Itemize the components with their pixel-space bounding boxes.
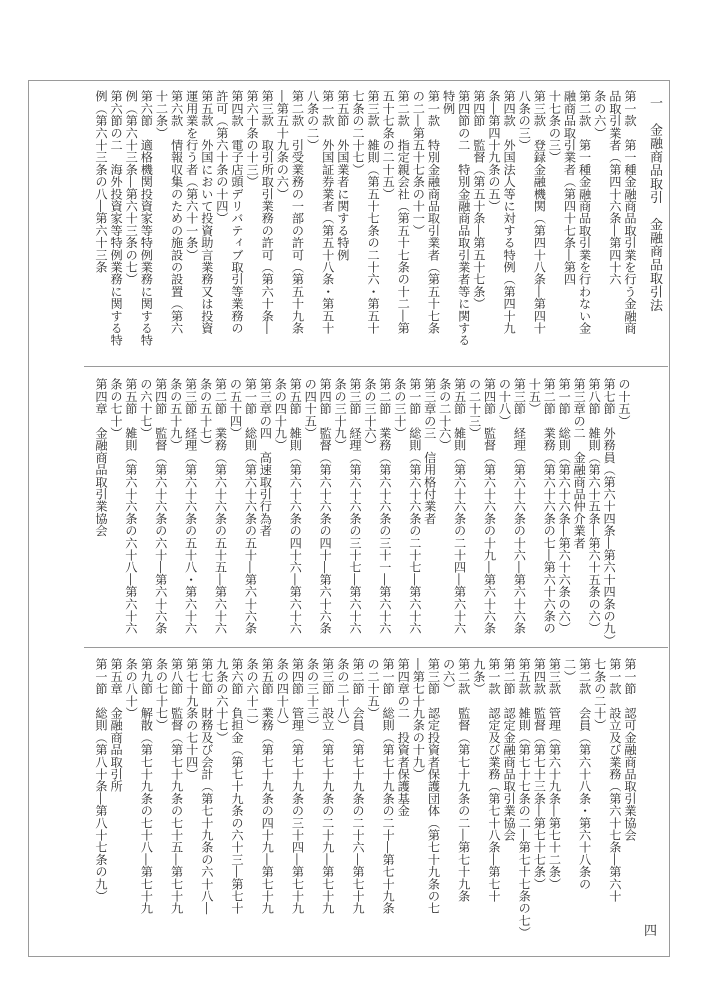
toc-line: 第八節 雑則（第六十五条―第六十五条の六） [587, 378, 602, 635]
toc-line: 許可（第六十条の十四） [214, 90, 229, 225]
toc-line: 第九節 解散（第七十九条の七十八―第七十九 [139, 658, 154, 915]
toc-line: 第五章 金融商品取引所 [109, 658, 124, 793]
toc-line: 第三章の四 高速取引行為者 [258, 378, 273, 537]
toc-line: 第一節 総則（第六十六条―第六十六条の六） [557, 378, 572, 635]
toc-line: の六） [441, 658, 456, 695]
toc-line: 第二節 業務（第六十六条の三十一―第六十六 [377, 378, 392, 635]
toc-line: ―第五十九条の六） [275, 90, 290, 200]
toc-line: 七条の二十） [592, 658, 607, 732]
toc-line: 第七節 外務員（第六十四条―第六十四条の九） [602, 378, 617, 647]
toc-line: 例（第六十三条の八―第六十三条 [94, 90, 108, 273]
toc-line: 第五節 雑則（第六十六条の四十六―第六十六 [288, 378, 303, 635]
toc-line: 第七節 財務及び会計（第七十九条の六十八― [199, 658, 214, 915]
toc-line: 第七十九条の七十四） [184, 658, 199, 780]
toc-line: 条の七十七） [154, 658, 169, 732]
toc-line: 第三款 取引所取引業務の許可（第六十条― [260, 90, 275, 334]
toc-line: 第一款 認定及び業務（第七十八条―第七十 [486, 658, 501, 902]
toc-line: 十二条） [154, 90, 169, 139]
toc-line: 第一款 特別金融商品取引業者（第五十七条 [426, 90, 441, 334]
toc-line: 第六十条の十三） [245, 90, 260, 188]
toc-line: 条の四十九） [273, 378, 288, 452]
toc-line: 八条の三） [517, 90, 532, 151]
toc-line: 第五款 雑則（第七十七条の二―第七十七条の七） [517, 658, 532, 939]
toc-line: 条の五十七） [198, 378, 213, 452]
toc-line: 十五） [527, 378, 542, 415]
toc-line: 第二款 指定親会社（第五十七条の十二―第 [396, 90, 411, 334]
toc-line: 条の四十八） [275, 658, 290, 732]
toc-line: 第三款 管理（第六十九条―第七十二条） [547, 658, 562, 890]
toc-line: 第五節 外国業者に関する特例 [335, 90, 350, 261]
toc-line: 条の八十） [124, 658, 139, 719]
toc-line: 第三節 設立（第七十九条の二十九―第七十九 [320, 658, 335, 915]
toc-line: 第一節 総則（第六十六条の二十七―第六十六 [407, 378, 422, 635]
toc-line: 八条の二） [305, 90, 320, 151]
toc-line: 第一款 外国証券業者（第五十八条・第五十 [320, 90, 335, 334]
toc-line: 条の六十二） [245, 658, 260, 732]
toc-line: 第三章の二 金融商品仲介業者 [572, 378, 587, 549]
toc-line: 第三節 経理（第六十六条の十六―第六十六条 [512, 378, 527, 635]
toc-line: 特例 [441, 90, 456, 115]
toc-line: 第三節 認定投資者保護団体（第七十九条の七 [426, 658, 441, 915]
toc-line: 第一款 第一種金融商品取引業を行う金融商 [623, 90, 637, 334]
toc-line: 第四章 金融商品取引業協会 [94, 378, 108, 537]
toc-line: 第五節 雑則（第六十六条の二十四―第六十六 [452, 378, 467, 635]
toc-line: 運用業を行う者（第六十一条） [184, 90, 199, 261]
toc-line: 十七条の三） [547, 90, 562, 164]
toc-line: 第四款 監督（第七十三条―第七十七条） [532, 658, 547, 890]
section-divider [84, 647, 668, 648]
toc-line: 第一節 総則（第七十九条の二十―第七十九条 [381, 658, 396, 915]
toc-line: の二―第五十七条の十一） [411, 90, 426, 237]
toc-line: 第四款 電子店頭デリバティブ取引等業務の [230, 90, 245, 334]
toc-line: 第四節 監督（第六十六条の六十―第六十六条 [153, 378, 168, 635]
toc-line: 第二節 会員（第七十九条の二十六―第七十九 [350, 658, 365, 915]
toc-line: 第三節 経理（第六十六条の五十八・第六十六 [183, 378, 198, 635]
toc-line: 五十七条の二十五） [381, 90, 396, 200]
toc-line: 条の七十） [108, 378, 123, 439]
toc-line: 第二節 認定金融商品取引業協会 [502, 658, 517, 841]
toc-line: 条の六） [592, 90, 607, 139]
toc-line: 第五節 雑則（第六十六条の六十八―第六十六 [123, 378, 138, 635]
toc-line: 九条） [471, 658, 486, 695]
toc-line: 第三節 経理（第六十六条の三十七―第六十六 [348, 378, 363, 635]
toc-line: 第四節 管理（第七十九条の三十四―第七十九 [290, 658, 305, 915]
toc-line: 第四節 監督（第六十六条の四十―第六十六条 [318, 378, 333, 635]
toc-line: ―第七十九条の十九） [411, 658, 426, 780]
toc-line: 第四節 監督（第五十条―第五十七条） [471, 90, 486, 310]
toc-line: 第四章の二 投資者保護基金 [396, 658, 411, 817]
toc-line: の二十五） [366, 658, 381, 719]
toc-line: 第一節 認可金融商品取引業協会 [623, 658, 637, 841]
toc-line: 条の三十） [392, 378, 407, 439]
toc-line: 条―第四十九条の五） [486, 90, 501, 212]
toc-line: 第二款 引受業務の一部の許可（第五十九条 [290, 90, 305, 334]
toc-line: 第二節 業務（第六十六条の七―第六十六条の [542, 378, 557, 635]
toc-line: 第三章の三 信用格付業者 [422, 378, 437, 525]
toc-line: の十八） [497, 378, 512, 427]
toc-line: 第四款 外国法人等に対する特例（第四十九 [502, 90, 517, 334]
toc-line: 第二節 業務（第六十六条の五十五―第六十六 [213, 378, 228, 635]
toc-line: 第二款 会員（第六十八条・第六十八条の [577, 658, 592, 890]
toc-line: の六十七） [138, 378, 153, 439]
toc-line: 条の三十六） [362, 378, 377, 452]
toc-line: 第三款 登録金融機関（第四十八条―第四十 [532, 90, 547, 334]
toc-line: 第四節の二 特別金融商品取引業者等に関する [456, 90, 471, 347]
toc-line: 第二款 第一種金融商品取引業を行わない金 [577, 90, 592, 334]
running-header: 一 金融商品取引 金融商品取引法 [647, 96, 662, 312]
toc-line: 二） [562, 658, 577, 683]
toc-line: 第六節の二 海外投資家等特例業務に関する特 [109, 90, 124, 347]
toc-line: 第八節 監督（第七十九条の七十五―第七十九 [169, 658, 184, 915]
toc-line: 第一款 設立及び業務（第六十七条―第六十 [607, 658, 622, 902]
toc-line: 条の三十三） [305, 658, 320, 732]
toc-line: の十五） [617, 378, 631, 427]
toc-line: 第一節 総則（第八十条―第八十七条の九） [94, 658, 108, 902]
toc-line: 第六節 適格機関投資家等特例業務に関する特 [139, 90, 154, 347]
section-divider [84, 366, 668, 367]
toc-line: 第六款 情報収集のための施設の設置（第六 [169, 90, 184, 334]
toc-line: 第六節 負担金（第七十九条の六十三―第七十 [230, 658, 245, 915]
toc-line: 第五款 外国において投資助言業務又は投資 [199, 90, 214, 334]
toc-line: の五十四） [228, 378, 243, 439]
toc-line: 条の五十九） [168, 378, 183, 452]
toc-line: 品取引業者（第四十六条―第四十六 [607, 90, 622, 286]
toc-line: の二十三） [467, 378, 482, 439]
toc-line: 例（第六十三条―第六十三条の七） [124, 90, 139, 286]
toc-line: 七条の二十七） [350, 90, 365, 176]
toc-line: 第四節 監督（第六十六条の十九―第六十六条 [482, 378, 497, 635]
toc-line: 条の二十六） [437, 378, 452, 452]
page-number: 四 [644, 924, 658, 939]
toc-line: 第二款 監督（第七十九条の二―第七十九条 [456, 658, 471, 902]
toc-line: 融商品取引業者（第四十七条―第四 [562, 90, 577, 286]
toc-line: 九条の六十七） [214, 658, 229, 744]
toc-line: 条の三十九） [333, 378, 348, 452]
toc-line: 条の二十八） [335, 658, 350, 732]
toc-line: 第一節 総則（第六十六条の五十―第六十六条 [243, 378, 258, 635]
toc-line: 第三款 雑則（第五十七条の二十六・第五十 [366, 90, 381, 334]
toc-line: 第五節 業務（第七十九条の四十九―第七十九 [260, 658, 275, 915]
toc-line: の四十五） [303, 378, 318, 439]
